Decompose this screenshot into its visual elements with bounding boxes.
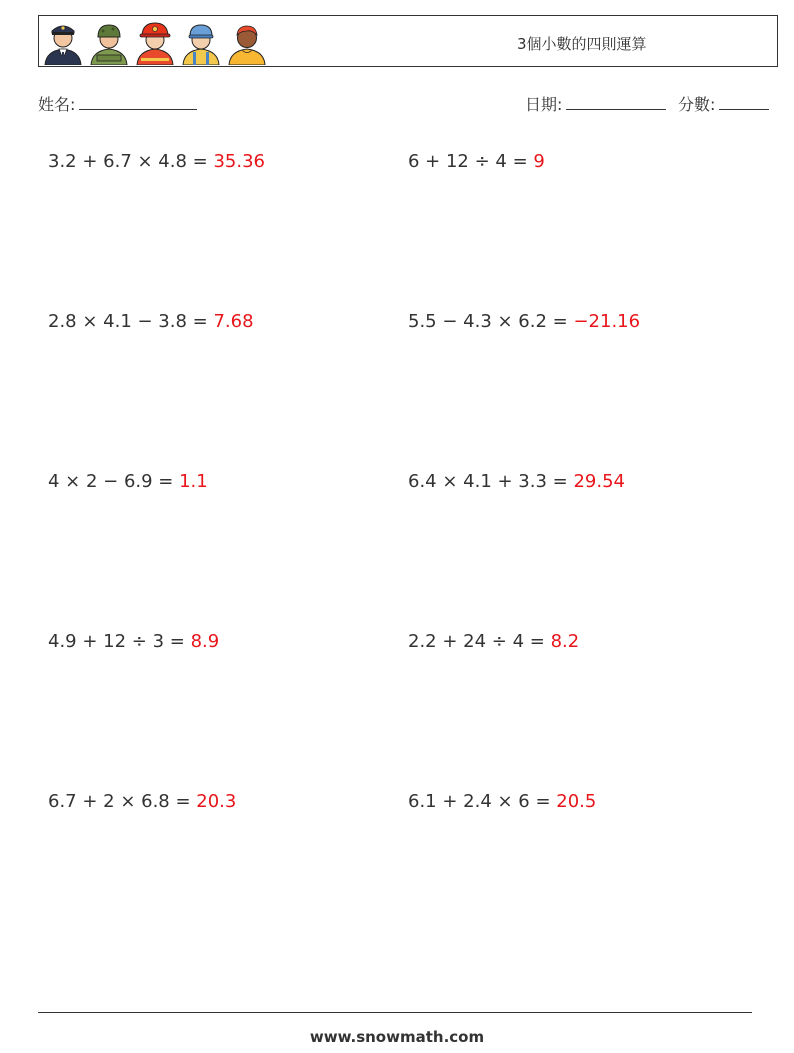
header-box: [38, 15, 778, 67]
problem-9: [48, 791, 236, 812]
problem-6: [408, 471, 625, 492]
police-officer-icon: [43, 19, 83, 65]
problem-expression: 6.7 + 2 × 6.8 =: [48, 791, 197, 812]
problem-8: [408, 631, 579, 652]
problem-1: [48, 151, 265, 172]
problem-4: [408, 311, 640, 332]
problem-expression: 4.9 + 12 ÷ 3 =: [48, 631, 191, 652]
date-line[interactable]: [566, 95, 666, 110]
problem-answer: 35.36: [213, 151, 265, 172]
date-field: [525, 92, 666, 115]
firefighter-icon: [135, 19, 175, 65]
name-label: 姓名:: [38, 95, 76, 114]
problem-answer: 7.68: [213, 311, 254, 332]
person-icon: [227, 19, 267, 65]
avatar-row: [43, 19, 267, 65]
problem-expression: 2.2 + 24 ÷ 4 =: [408, 631, 551, 652]
problem-10: [408, 791, 596, 812]
problem-3: [48, 311, 254, 332]
worksheet-title: 3個小數的四則運算: [517, 35, 647, 53]
score-field: [678, 92, 769, 115]
problem-expression: 3.2 + 6.7 × 4.8 =: [48, 151, 214, 172]
problem-answer: 20.3: [196, 791, 237, 812]
problem-answer: 1.1: [179, 471, 208, 492]
problem-expression: 6.4 × 4.1 + 3.3 =: [408, 471, 574, 492]
problem-2: [408, 151, 545, 172]
problem-5: [48, 471, 208, 492]
problem-expression: 5.5 − 4.3 × 6.2 =: [408, 311, 574, 332]
problem-answer: 8.2: [550, 631, 580, 652]
problem-answer: 20.5: [556, 791, 597, 812]
problem-expression: 4 × 2 − 6.9 =: [48, 471, 180, 492]
problem-answer: 9: [533, 151, 545, 172]
problem-answer: 8.9: [190, 631, 220, 652]
name-line[interactable]: [79, 95, 197, 110]
score-label: 分數:: [678, 95, 716, 114]
problem-expression: 2.8 × 4.1 − 3.8 =: [48, 311, 214, 332]
footer-divider: [38, 1012, 752, 1013]
problem-expression: 6.1 + 2.4 × 6 =: [408, 791, 557, 812]
score-line[interactable]: [719, 95, 769, 110]
problem-expression: 6 + 12 ÷ 4 =: [408, 151, 534, 172]
soldier-icon: [89, 19, 129, 65]
footer-url[interactable]: www.snowmath.com: [309, 1028, 485, 1046]
problem-7: [48, 631, 219, 652]
construction-worker-icon: [181, 19, 221, 65]
date-label: 日期:: [525, 95, 563, 114]
problem-answer: −21.16: [573, 311, 641, 332]
name-field: [38, 92, 197, 115]
problem-answer: 29.54: [573, 471, 625, 492]
